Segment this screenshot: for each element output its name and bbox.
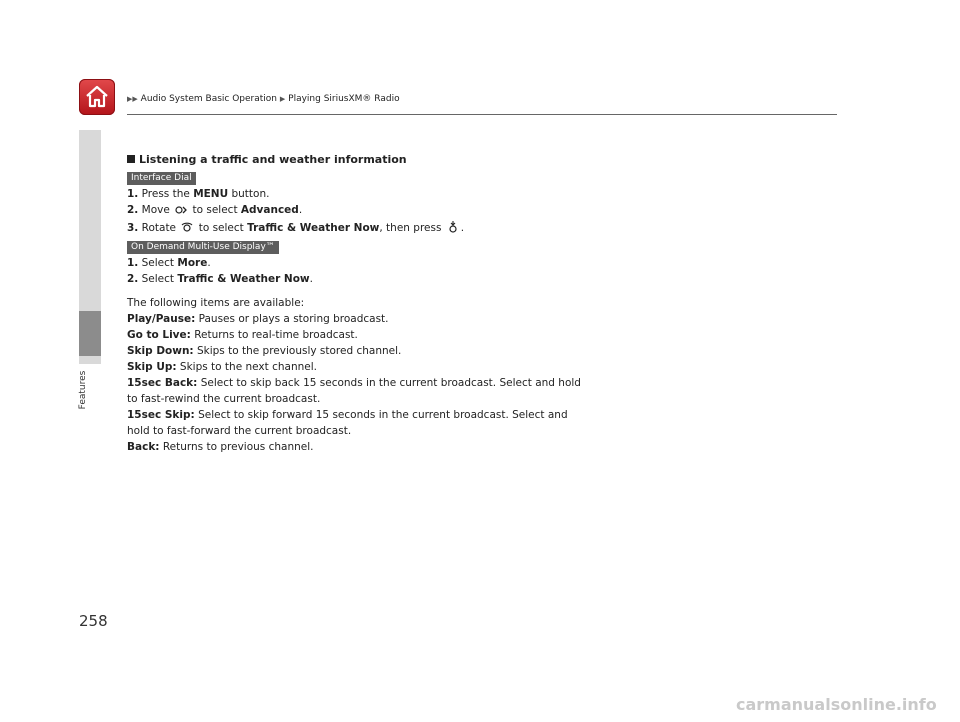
list-item: 15sec Skip: Select to skip forward 15 seconds in the current broadcast. Select and (127, 409, 568, 421)
list-item: Skip Down: Skips to the previously stored channel. (127, 345, 402, 357)
watermark: carmanualsonline.info (736, 695, 937, 714)
breadcrumb-arrow-icon: ▶ (279, 95, 286, 103)
step: 1. Press the MENU button. (127, 188, 270, 200)
interface-dial-tag: Interface Dial (127, 172, 196, 185)
side-tab-features[interactable] (79, 311, 101, 356)
breadcrumb-item[interactable]: Audio System Basic Operation (140, 94, 277, 104)
page-number: 258 (79, 612, 108, 630)
header-divider (127, 114, 837, 115)
list-item: Skip Up: Skips to the next channel. (127, 361, 317, 373)
multi-use-display-tag: On Demand Multi-Use Display™ (127, 241, 279, 254)
square-bullet-icon (127, 155, 135, 163)
intro-text: The following items are available: (127, 297, 305, 309)
dial-right-icon (175, 204, 187, 220)
step: 2. Select Traffic & Weather Now. (127, 273, 313, 285)
breadcrumb (127, 94, 400, 104)
breadcrumb-arrow-icon: ▶▶ (127, 95, 138, 103)
step: 1. Select More. (127, 257, 211, 269)
list-item-continued: to fast-rewind the current broadcast. (127, 393, 321, 405)
section-heading: Listening a traffic and weather information (127, 152, 597, 168)
breadcrumb-item[interactable]: Playing SiriusXM® Radio (288, 94, 400, 104)
side-tab-label: Features (78, 370, 88, 410)
dial-rotate-icon (181, 221, 193, 238)
list-item: Back: Returns to previous channel. (127, 441, 314, 453)
step: 2. Move to select Advanced. (127, 202, 597, 220)
list-item: Play/Pause: Pauses or plays a storing broadcast. (127, 313, 389, 325)
home-icon (85, 84, 109, 110)
list-item: 15sec Back: Select to skip back 15 seconds in the current broadcast. Select and hold (127, 377, 581, 389)
list-item-continued: hold to fast-forward the current broadcast. (127, 425, 352, 437)
list-item: Go to Live: Returns to real-time broadcast. (127, 329, 358, 341)
page-content (127, 152, 597, 455)
dial-press-icon (447, 221, 459, 238)
home-button[interactable] (79, 79, 115, 115)
step: 3. Rotate to select Traffic & Weather Now, then press . (127, 220, 597, 238)
